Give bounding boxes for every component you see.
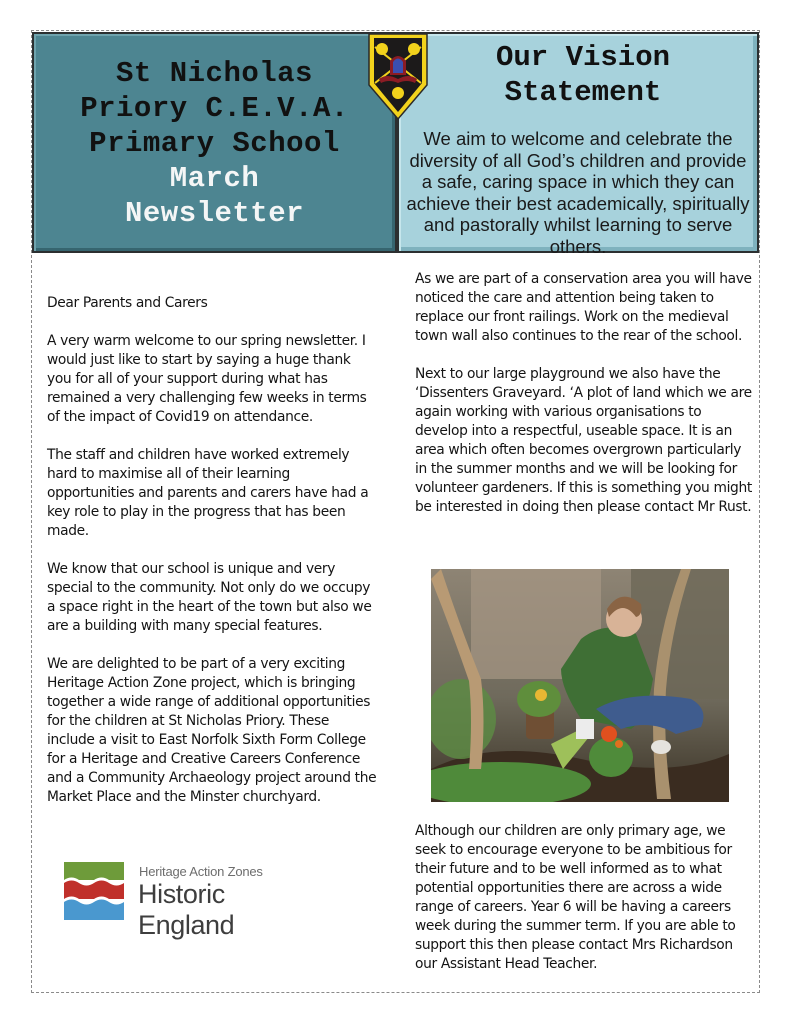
paragraph: The staff and children have worked extremely hard to maximise all of their learning opportunities and parents and carers have had a key role to play in the progress that has been made.	[47, 447, 369, 539]
paragraph: We are delighted to be part of a very exciting Heritage Action Zone project, which is bringing together a wide range of additional opportunities for the children at St Nicholas Priory. These include a visit to East Norfolk Sixth Form College for a Heritage and Creative Careers Conference and a Community Archaeology project around the Market Place and the Minster churchyard.	[47, 656, 377, 805]
title-line: Primary School	[89, 127, 340, 160]
paragraph: Next to our large playground we also have the ‘Dissenters Graveyard. ‘A plot of land which we are again working with various organisations to develop into a respectful, useable space. It is an area which often becomes overgrown particularly in the summer months and we will be looking for volunteer gardeners. If this is something you might be interested in doing then please contact Mr Rust.	[415, 366, 752, 515]
subtitle-line: Newsletter	[124, 197, 305, 230]
right-column	[415, 270, 755, 536]
vision-title-line: Statement	[504, 76, 662, 109]
gardening-photo-illustration	[431, 569, 729, 802]
gardening-photo	[431, 569, 729, 802]
left-column	[47, 294, 377, 826]
vision-title	[399, 40, 757, 110]
historic-england-logo	[64, 862, 324, 940]
paragraph: Although our children are only primary age, we seek to encourage everyone to be ambitious for their future and to be well informed as to what potential opportunities there are across a wide range of careers. Year 6 will be having a careers week during the summer term. If you are able to support this then please contact Mrs Richardson our Assistant Head Teacher.	[415, 823, 736, 972]
greeting: Dear Parents and Carers	[47, 295, 208, 311]
logo-small-text: Heritage Action Zones	[139, 864, 263, 879]
logo-big-text: Historic England	[138, 879, 235, 940]
paragraph: We know that our school is unique and very special to the community. Not only do we occupy a space right in the heart of the town but also we are a building with many special features.	[47, 561, 372, 634]
careers-paragraph-block	[415, 822, 755, 993]
historic-england-waves-icon	[64, 862, 124, 920]
newsletter-title-panel	[32, 32, 397, 253]
title-line: Priory C.E.V.A.	[80, 92, 349, 125]
vision-statement-panel	[397, 32, 759, 257]
vision-title-line: Our Vision	[495, 41, 671, 74]
vision-text: We aim to welcome and celebrate the diversity of all God’s children and provide a safe, caring space in which they can achieve their best academically, spiritually and pastorally whilst learning to serve others.	[406, 128, 750, 257]
title-line: St Nicholas	[116, 57, 313, 90]
school-crest-shield-icon	[367, 33, 429, 121]
paragraph: A very warm welcome to our spring newsletter. I would just like to start by saying a huge thank you for all of your support during what has remained a very challenging few weeks in terms of the impact of Covid19 on attendance.	[47, 333, 367, 425]
paragraph: As we are part of a conservation area you will have noticed the care and attention being taken to replace our front railings. Work on the medieval town wall also continues to the rear of the school.	[415, 271, 752, 344]
newsletter-title	[34, 56, 395, 231]
subtitle-line: March	[169, 162, 260, 195]
